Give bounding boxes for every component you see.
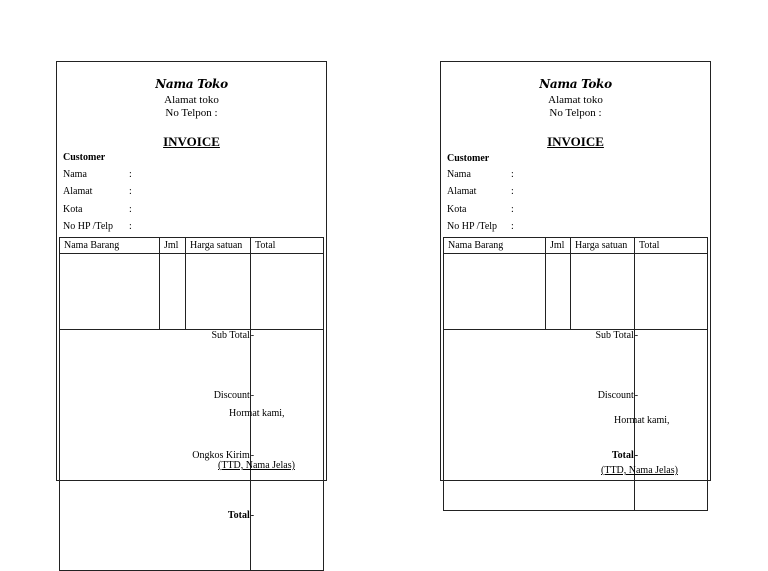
store-phone: No Telpon : bbox=[549, 107, 602, 119]
field-separator: : bbox=[129, 221, 132, 232]
store-phone: No Telpon : bbox=[165, 107, 218, 119]
field-label-alamat: Alamat bbox=[63, 186, 93, 197]
table-row bbox=[444, 254, 708, 330]
column-header-unit-price: Harga satuan bbox=[571, 238, 635, 254]
items-table bbox=[59, 237, 324, 571]
table-row bbox=[60, 254, 324, 330]
column-header-item-name: Nama Barang bbox=[444, 238, 546, 254]
store-address: Alamat toko bbox=[164, 94, 219, 106]
signature-line: (TTD, Nama Jelas) bbox=[601, 465, 678, 476]
invoice-form-left bbox=[56, 61, 327, 521]
shipping-value: - bbox=[250, 450, 323, 510]
field-label-phone: No HP /Telp bbox=[447, 221, 498, 232]
discount-value: - bbox=[634, 390, 707, 450]
store-name: Nama Toko bbox=[539, 77, 612, 91]
totals-cell bbox=[60, 330, 324, 571]
field-label-nama: Nama bbox=[63, 169, 87, 180]
unit-price-cell[interactable] bbox=[571, 254, 635, 330]
item-name-cell[interactable] bbox=[444, 254, 546, 330]
store-address: Alamat toko bbox=[548, 94, 603, 106]
totals-row bbox=[60, 330, 324, 571]
column-header-total: Total bbox=[251, 238, 324, 254]
qty-cell[interactable] bbox=[160, 254, 186, 330]
discount-label: Discount bbox=[213, 390, 250, 401]
field-separator: : bbox=[129, 204, 132, 215]
grand-total-row bbox=[60, 510, 323, 570]
subtotal-value: - bbox=[250, 330, 323, 390]
discount-label: Discount bbox=[597, 390, 634, 401]
column-header-qty: Jml bbox=[546, 238, 571, 254]
field-label-kota: Kota bbox=[447, 204, 467, 215]
grand-total-value: - bbox=[250, 510, 323, 570]
customer-heading: Customer bbox=[447, 153, 490, 164]
discount-row bbox=[60, 390, 323, 450]
customer-heading: Customer bbox=[63, 152, 106, 163]
invoice-title: INVOICE bbox=[547, 134, 604, 149]
field-separator: : bbox=[129, 169, 132, 180]
subtotal-label: Sub Total bbox=[595, 330, 634, 341]
column-header-unit-price: Harga satuan bbox=[186, 238, 251, 254]
unit-price-cell[interactable] bbox=[186, 254, 251, 330]
field-label-nama: Nama bbox=[447, 169, 471, 180]
invoice-form-right bbox=[440, 61, 711, 481]
table-header-row bbox=[60, 238, 324, 254]
total-cell[interactable] bbox=[251, 254, 324, 330]
field-label-alamat: Alamat bbox=[447, 186, 477, 197]
column-header-item-name: Nama Barang bbox=[60, 238, 160, 254]
subtotal-row bbox=[60, 330, 323, 390]
column-header-total: Total bbox=[635, 238, 708, 254]
subtotal-value: - bbox=[634, 330, 707, 390]
field-label-phone: No HP /Telp bbox=[63, 221, 114, 232]
field-separator: : bbox=[511, 204, 514, 215]
column-header-qty: Jml bbox=[160, 238, 186, 254]
field-separator: : bbox=[129, 186, 132, 197]
invoice-title: INVOICE bbox=[163, 134, 220, 149]
regards-text: Hormat kami, bbox=[614, 415, 670, 426]
qty-cell[interactable] bbox=[546, 254, 571, 330]
regards-text: Hormat kami, bbox=[229, 408, 285, 419]
field-separator: : bbox=[511, 221, 514, 232]
signature-line: (TTD, Nama Jelas) bbox=[218, 460, 295, 471]
total-cell[interactable] bbox=[635, 254, 708, 330]
grand-total-row bbox=[444, 450, 707, 510]
subtotal-label: Sub Total bbox=[211, 330, 250, 341]
subtotal-row bbox=[444, 330, 707, 390]
grand-total-value: - bbox=[634, 450, 707, 510]
field-label-kota: Kota bbox=[63, 204, 83, 215]
shipping-row bbox=[60, 450, 323, 510]
discount-value: - bbox=[250, 390, 323, 450]
item-name-cell[interactable] bbox=[60, 254, 160, 330]
grand-total-label: Total bbox=[227, 510, 250, 521]
shipping-label: Ongkos Kirim bbox=[192, 450, 250, 461]
totals-summary bbox=[60, 330, 323, 570]
grand-total-label: Total bbox=[611, 450, 634, 461]
table-header-row bbox=[444, 238, 708, 254]
store-name: Nama Toko bbox=[155, 77, 228, 91]
field-separator: : bbox=[511, 169, 514, 180]
field-separator: : bbox=[511, 186, 514, 197]
